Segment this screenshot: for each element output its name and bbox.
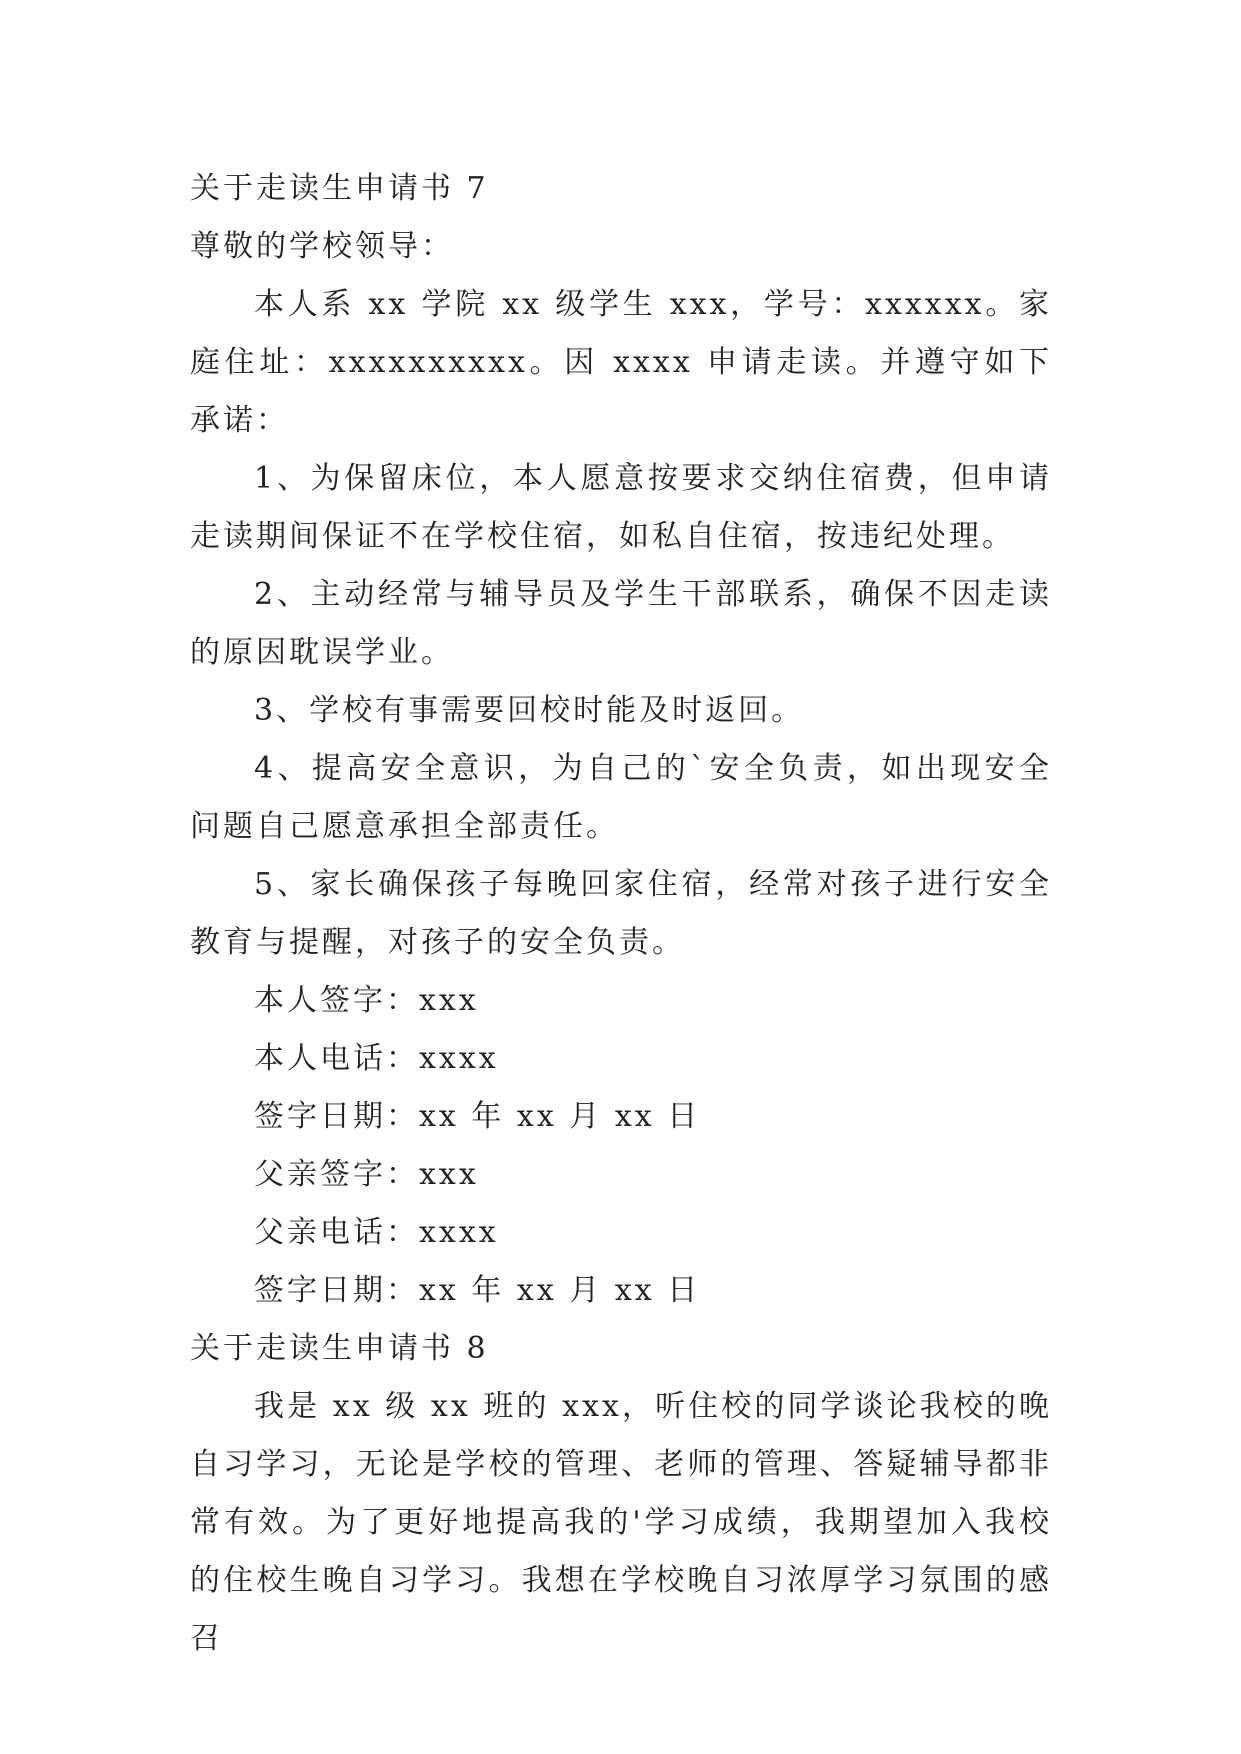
father-phone: 父亲电话：xxxx (254, 1215, 499, 1250)
section-7-title: 关于走读生申请书 7 (190, 171, 489, 206)
promise-item-3: 3、学校有事需要回校时能及时返回。 (254, 693, 805, 728)
promise-item-1: 1、为保留床位，本人愿意按要求交纳住宿费，但申请走读期间保证不在学校住宿，如私自住宿，按违纪处理。 (190, 461, 1052, 554)
section-8-body: 我是 xx 级 xx 班的 xxx，听住校的同学谈论我校的晚自习学习，无论是学校的管理、老师的管理、答疑辅导都非常有效。为了更好地提高我的'学习成绩，我期望加入我校的住校生晚自习学习。我想在学校晚自习浓厚学习氛围的感召 (190, 1389, 1052, 1656)
promise-item-2: 2、主动经常与辅导员及学生干部联系，确保不因走读的原因耽误学业。 (190, 577, 1052, 670)
section-8-title: 关于走读生申请书 8 (190, 1331, 489, 1366)
promise-item-5: 5、家长确保孩子每晚回家住宿，经常对孩子进行安全教育与提醒，对孩子的安全负责。 (190, 867, 1052, 960)
self-sign-date: 签字日期：xx 年 xx 月 xx 日 (254, 1099, 701, 1134)
self-signature: 本人签字：xxx (254, 983, 479, 1018)
salutation: 尊敬的学校领导： (190, 229, 454, 264)
promise-item-4: 4、提高安全意识，为自己的`安全负责，如出现安全问题自己愿意承担全部责任。 (190, 751, 1052, 844)
self-phone: 本人电话：xxxx (254, 1041, 499, 1076)
father-signature: 父亲签字：xxx (254, 1157, 479, 1192)
father-sign-date: 签字日期：xx 年 xx 月 xx 日 (254, 1273, 701, 1308)
intro-paragraph: 本人系 xx 学院 xx 级学生 xxx，学号：xxxxxx。家庭住址：xxxxxxxxxx。因 xxxx 申请走读。并遵守如下承诺： (190, 287, 1052, 438)
document-content (190, 160, 1052, 1668)
